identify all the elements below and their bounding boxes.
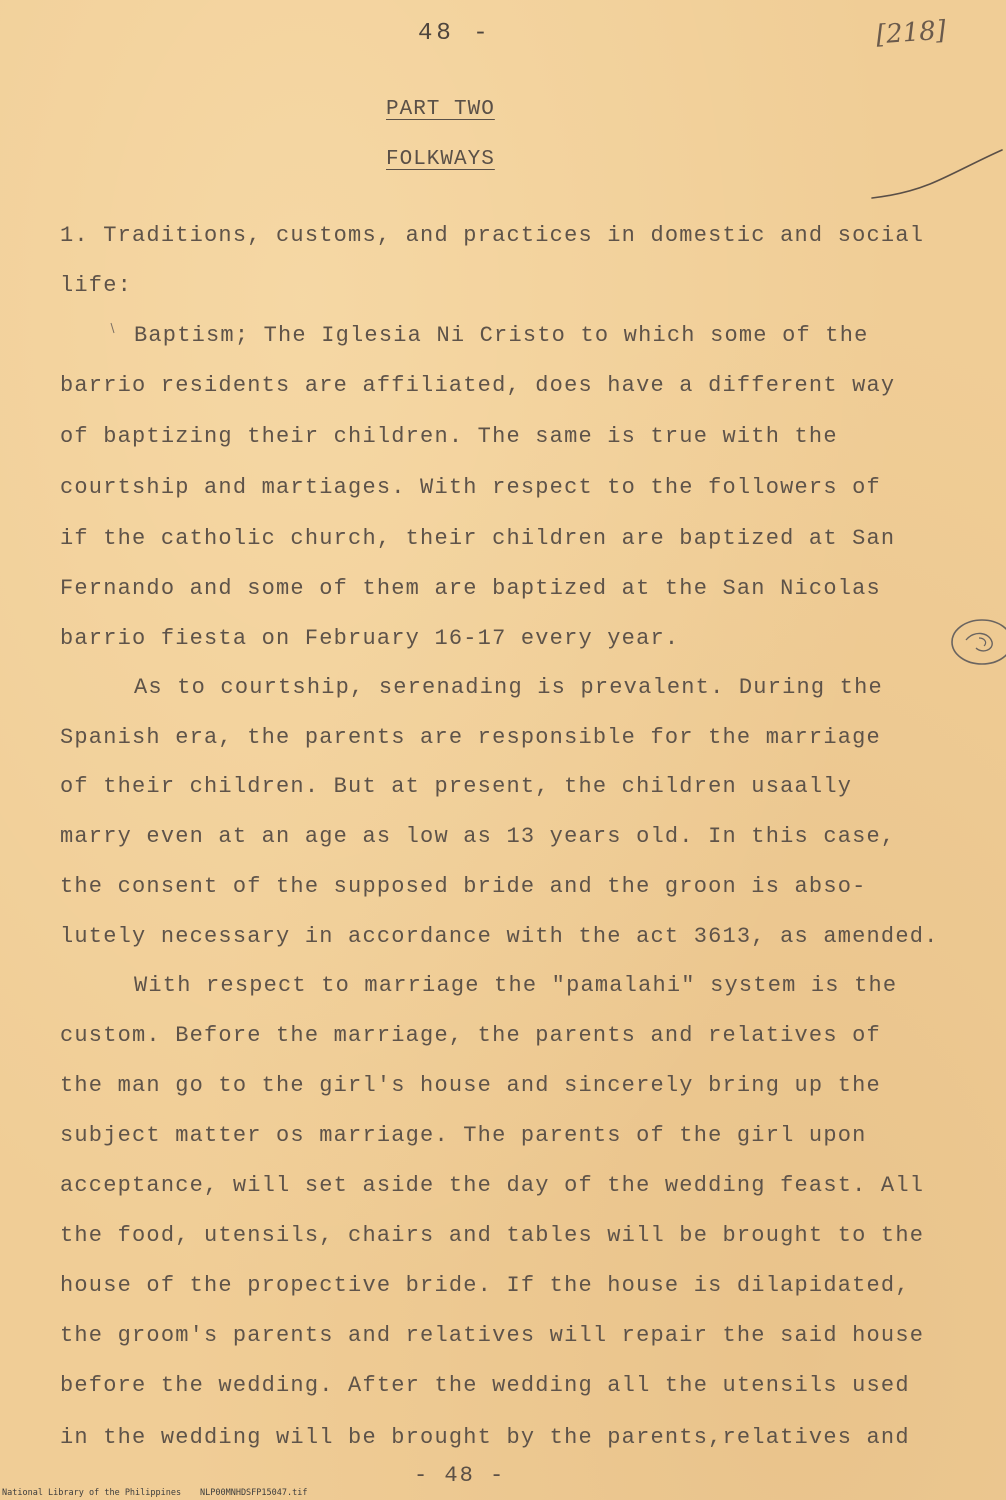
section-title: FOLKWAYS xyxy=(386,148,495,171)
library-credit: National Library of the Philippines xyxy=(2,1488,182,1498)
body-line: the food, utensils, chairs and tables will be brought to the xyxy=(60,1223,925,1248)
body-line: the groom's parents and relatives will repair the said house xyxy=(60,1323,925,1348)
body-line: Baptism; The Iglesia Ni Cristo to which some of the xyxy=(134,323,869,348)
body-line: of baptizing their children. The same is true with the xyxy=(60,424,838,449)
body-line: barrio fiesta on February 16-17 every year. xyxy=(60,626,680,651)
body-line: the man go to the girl's house and sincerely bring up the xyxy=(60,1073,881,1098)
file-identifier: NLP00MNHDSFP15047.tif xyxy=(200,1488,308,1498)
body-line: Spanish era, the parents are responsible for the marriage xyxy=(60,725,881,750)
check-mark-icon xyxy=(870,148,1005,208)
body-line: custom. Before the marriage, the parents and relatives of xyxy=(60,1023,881,1048)
body-line: courtship and martiages. With respect to the followers of xyxy=(60,475,881,500)
body-line: if the catholic church, their children are baptized at San xyxy=(60,526,896,551)
body-line: of their children. But at present, the children usaally xyxy=(60,774,853,799)
body-line: Fernando and some of them are baptized at the San Nicolas xyxy=(60,576,881,601)
body-line: house of the propective bride. If the house is dilapidated, xyxy=(60,1273,910,1298)
ink-stamp-icon xyxy=(944,612,1006,672)
body-line: lutely necessary in accordance with the act 3613, as amended. xyxy=(60,924,939,949)
body-line: barrio residents are affiliated, does have a different way xyxy=(60,373,896,398)
body-line: life: xyxy=(60,273,133,298)
body-line: With respect to marriage the "pamalahi" system is the xyxy=(134,973,898,998)
body-line: in the wedding will be brought by the parents,relatives and xyxy=(60,1425,910,1450)
handwritten-archive-number: [218] xyxy=(875,15,947,51)
body-line: the consent of the supposed bride and the groon is abso- xyxy=(60,874,867,899)
body-line: 1. Traditions, customs, and practices in domestic and social xyxy=(60,223,925,248)
pencil-tick-icon xyxy=(110,322,116,334)
bottom-page-number: - 48 - xyxy=(414,1463,506,1488)
body-line: before the wedding. After the wedding all the utensils used xyxy=(60,1373,910,1398)
top-page-number: 48 - xyxy=(418,20,492,47)
body-line: As to courtship, serenading is prevalent. During the xyxy=(134,675,883,700)
body-line: marry even at an age as low as 13 years old. In this case, xyxy=(60,824,896,849)
part-heading: PART TWO xyxy=(386,98,495,121)
body-line: subject matter os marriage. The parents of the girl upon xyxy=(60,1123,867,1148)
body-line: acceptance, will set aside the day of the wedding feast. All xyxy=(60,1173,925,1198)
